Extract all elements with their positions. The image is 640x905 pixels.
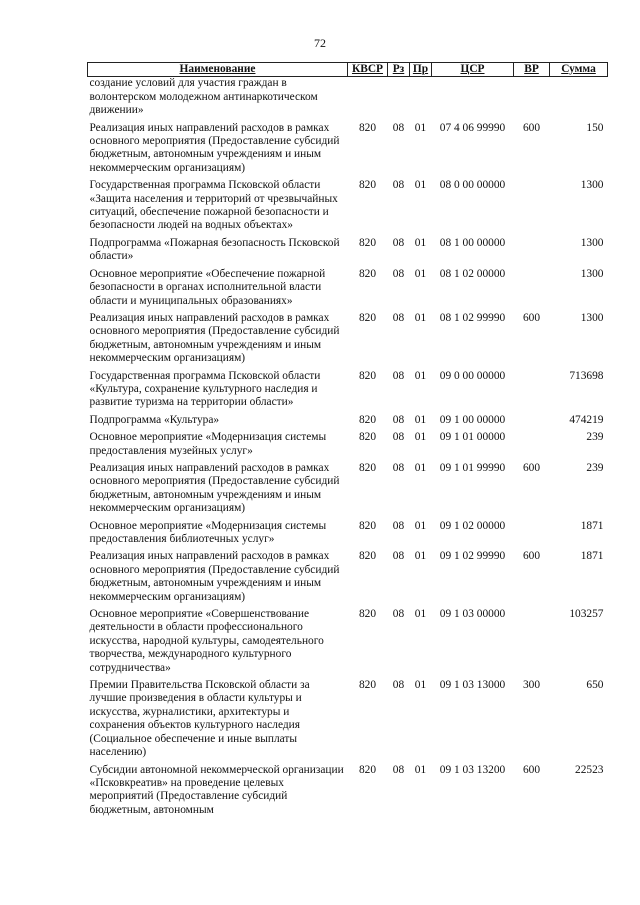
cell-csr: 08 1 02 99990	[439, 311, 506, 324]
cell-vr: 600	[522, 311, 541, 324]
table-row	[88, 118, 608, 176]
header-rz: Рз	[388, 63, 410, 77]
cell-rz: 08	[392, 679, 405, 692]
table-row	[88, 675, 608, 759]
table-row	[88, 308, 608, 366]
header-csr: ЦСР	[432, 63, 514, 77]
cell-kvsr: 820	[358, 121, 377, 134]
cell-vr	[514, 264, 550, 308]
cell-kvsr	[348, 77, 388, 118]
cell-csr: 09 1 02 99990	[439, 550, 506, 563]
cell-name: Подпрограмма «Культура»	[89, 413, 220, 426]
cell-rz	[388, 77, 410, 118]
cell-vr: 600	[522, 121, 541, 134]
cell-pr: 01	[414, 311, 427, 324]
table-row	[88, 516, 608, 547]
cell-pr: 01	[414, 550, 427, 563]
cell-name: Реализация иных направлений расходов в рамках основного мероприятия (Предоставление субсидий бюджетным, автономным учреждениям и иным некоммерческим организациям)	[89, 550, 340, 603]
cell-name: Основное мероприятие «Обеспечение пожарной безопасности в органах исполнительной власти области и муниципальных образованиях»	[89, 267, 326, 307]
cell-name: Основное мероприятие «Модернизация системы предоставления музейных услуг»	[89, 431, 327, 457]
cell-sum: 22523	[575, 763, 604, 776]
table-row	[88, 77, 608, 118]
cell-name: Государственная программа Псковской области «Защита населения и территорий от чрезвычайных ситуаций, обеспечение пожарной безопасности и безопасности людей на водных объектах»	[89, 179, 338, 232]
cell-vr	[514, 516, 550, 547]
cell-kvsr: 820	[358, 369, 377, 382]
cell-csr: 09 1 00 00000	[439, 413, 506, 426]
cell-rz: 08	[392, 608, 405, 621]
header-kvsr: КВСР	[348, 63, 388, 77]
budget-table	[87, 62, 608, 817]
header-vr: ВР	[514, 63, 550, 77]
cell-rz: 08	[392, 121, 405, 134]
cell-pr: 01	[414, 431, 427, 444]
table-row	[88, 760, 608, 818]
cell-name: Субсидии автономной некоммерческой организации «Псковкреатив» на проведение целевых мероприятий (Предоставление субсидий бюджетным, автономным	[89, 763, 344, 816]
cell-csr: 07 4 06 99990	[439, 121, 506, 134]
cell-sum: 103257	[569, 608, 604, 621]
cell-csr: 08 0 00 00000	[439, 179, 506, 192]
cell-vr: 300	[522, 679, 541, 692]
page-number: 72	[314, 36, 326, 50]
cell-pr: 01	[414, 519, 427, 532]
cell-vr	[514, 175, 550, 233]
cell-name: создание условий для участия граждан в волонтерском молодежном антинаркотическом движении»	[89, 77, 318, 117]
cell-sum: 239	[586, 461, 604, 474]
header-pr: Пр	[410, 63, 432, 77]
header-name: Наименование	[88, 63, 348, 77]
cell-name: Основное мероприятие «Модернизация системы предоставления библиотечных услуг»	[89, 519, 327, 545]
table-row	[88, 233, 608, 264]
cell-sum: 650	[586, 679, 604, 692]
cell-kvsr: 820	[358, 550, 377, 563]
cell-vr	[514, 233, 550, 264]
cell-sum: 1300	[580, 179, 604, 192]
cell-vr: 600	[522, 461, 541, 474]
cell-rz: 08	[392, 431, 405, 444]
cell-csr: 09 1 02 00000	[439, 519, 506, 532]
cell-rz: 08	[392, 519, 405, 532]
cell-kvsr: 820	[358, 267, 377, 280]
table-row	[88, 458, 608, 516]
cell-name: Премии Правительства Псковской области за лучшие произведения в области культуры и искусства, журналистики, архитектуры и сохранения объектов культурного наследия (Социальное обеспечение и иные выплаты населению)	[89, 679, 310, 759]
cell-csr	[432, 77, 514, 118]
table-row	[88, 604, 608, 675]
cell-csr: 09 1 01 00000	[439, 431, 506, 444]
cell-csr: 09 1 03 13000	[439, 679, 506, 692]
cell-name: Подпрограмма «Пожарная безопасность Псковской области»	[89, 236, 340, 263]
cell-rz: 08	[392, 179, 405, 192]
cell-vr	[514, 77, 550, 118]
cell-sum: 150	[586, 121, 604, 134]
cell-rz: 08	[392, 550, 405, 563]
cell-name: Государственная программа Псковской области «Культура, сохранение культурного наследия и развитие туризма на территории области»	[89, 369, 321, 409]
cell-kvsr: 820	[358, 763, 377, 776]
cell-csr: 08 1 00 00000	[439, 236, 506, 249]
cell-name: Основное мероприятие «Совершенствование деятельности в области профессионального искусства, народной культуры, самодеятельного творчества, международного культурного сотрудничества»	[89, 608, 324, 674]
cell-kvsr: 820	[358, 311, 377, 324]
cell-pr	[410, 77, 432, 118]
cell-rz: 08	[392, 267, 405, 280]
cell-name: Реализация иных направлений расходов в рамках основного мероприятия (Предоставление субсидий бюджетным, автономным учреждениям и иным некоммерческим организациям)	[89, 311, 340, 365]
cell-sum: 1300	[580, 236, 604, 249]
header-sum: Сумма	[550, 63, 608, 77]
cell-pr: 01	[414, 179, 427, 192]
cell-csr: 09 1 03 13200	[439, 763, 506, 776]
cell-pr: 01	[414, 121, 427, 134]
cell-rz: 08	[392, 311, 405, 324]
cell-pr: 01	[414, 236, 427, 249]
table-body	[88, 77, 608, 817]
cell-name: Реализация иных направлений расходов в рамках основного мероприятия (Предоставление субсидий бюджетным, автономным учреждениям и иным некоммерческим организациям)	[89, 461, 340, 515]
table-row	[88, 264, 608, 308]
table-row	[88, 427, 608, 458]
cell-rz: 08	[392, 763, 405, 776]
table-row	[88, 175, 608, 233]
cell-sum: 474219	[569, 413, 604, 426]
cell-vr	[514, 410, 550, 427]
table-row	[88, 366, 608, 410]
cell-csr: 09 1 01 99990	[439, 461, 506, 474]
cell-sum: 1871	[580, 550, 604, 563]
cell-vr: 600	[522, 763, 541, 776]
cell-kvsr: 820	[358, 413, 377, 426]
cell-sum: 713698	[569, 369, 604, 382]
cell-name: Реализация иных направлений расходов в рамках основного мероприятия (Предоставление субсидий бюджетным, автономным учреждениям и иным некоммерческим организациям)	[89, 121, 340, 174]
cell-csr: 09 0 00 00000	[439, 369, 506, 382]
cell-vr	[514, 604, 550, 675]
cell-pr: 01	[414, 369, 427, 382]
cell-sum: 1300	[580, 311, 604, 324]
cell-pr: 01	[414, 413, 427, 426]
cell-sum: 239	[586, 431, 604, 444]
table-row	[88, 546, 608, 604]
cell-rz: 08	[392, 461, 405, 474]
cell-kvsr: 820	[358, 461, 377, 474]
cell-pr: 01	[414, 679, 427, 692]
cell-csr: 09 1 03 00000	[439, 608, 506, 621]
cell-vr: 600	[522, 550, 541, 563]
cell-kvsr: 820	[358, 431, 377, 444]
cell-sum: 1300	[580, 267, 604, 280]
cell-rz: 08	[392, 369, 405, 382]
cell-pr: 01	[414, 608, 427, 621]
cell-sum	[550, 77, 608, 118]
cell-kvsr: 820	[358, 519, 377, 532]
cell-kvsr: 820	[358, 236, 377, 249]
cell-pr: 01	[414, 763, 427, 776]
cell-kvsr: 820	[358, 679, 377, 692]
cell-csr: 08 1 02 00000	[439, 267, 506, 280]
cell-kvsr: 820	[358, 179, 377, 192]
cell-pr: 01	[414, 461, 427, 474]
table-header-row	[88, 63, 608, 77]
table-row	[88, 410, 608, 427]
cell-rz: 08	[392, 413, 405, 426]
cell-kvsr: 820	[358, 608, 377, 621]
cell-pr: 01	[414, 267, 427, 280]
cell-sum: 1871	[580, 519, 604, 532]
cell-vr	[514, 366, 550, 410]
cell-rz: 08	[392, 236, 405, 249]
cell-vr	[514, 427, 550, 458]
